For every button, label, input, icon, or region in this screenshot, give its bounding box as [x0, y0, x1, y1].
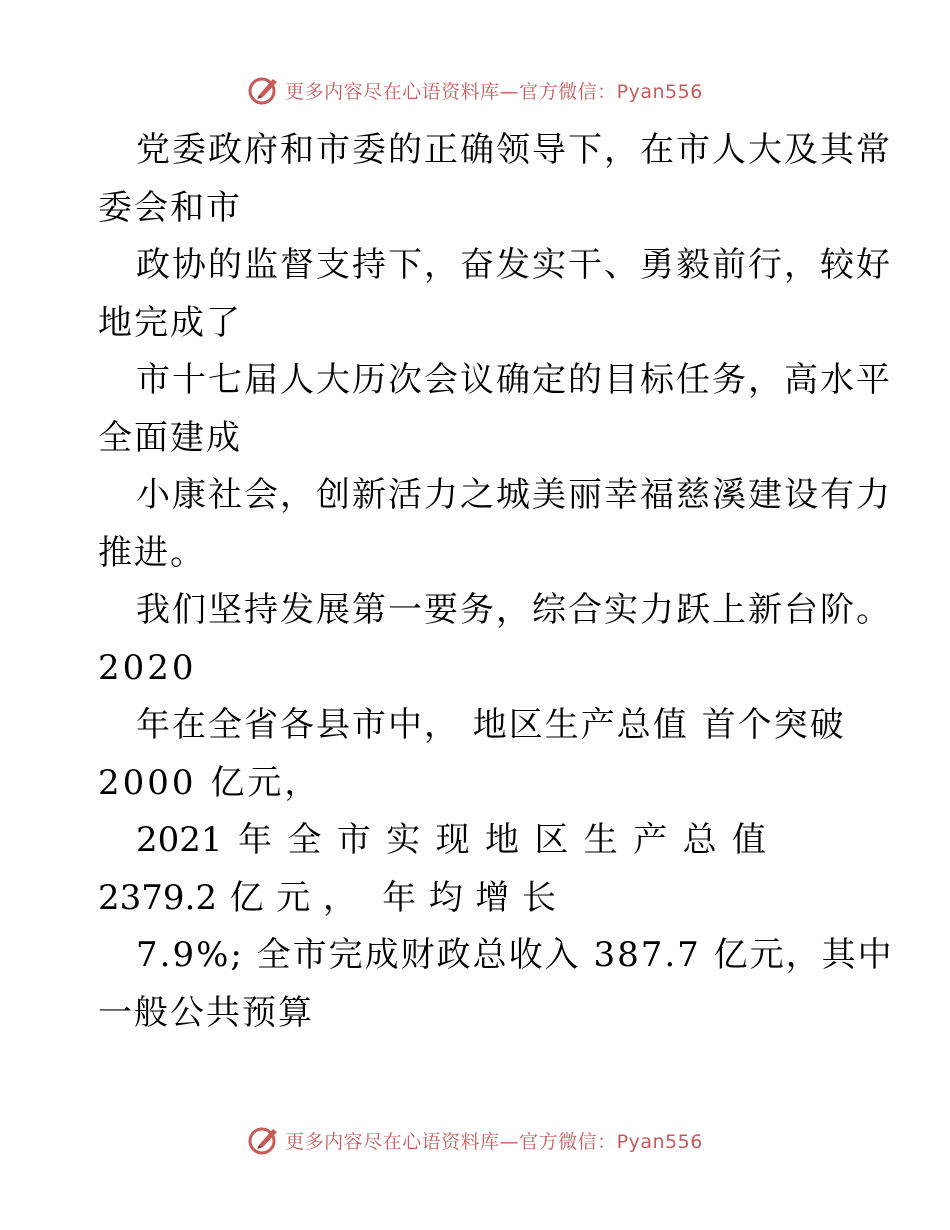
text-token: 元	[276, 877, 311, 918]
text-token: 值	[732, 820, 766, 860]
text-line: 政协的监督支持下，奋发实干、勇毅前行，较好	[136, 245, 892, 285]
text-line: 党委政府和市委的正确领导下，在市人大及其常	[136, 130, 892, 170]
text-token: 现	[435, 820, 470, 860]
text-line: 2000 亿元，	[98, 762, 322, 803]
text-token: 生	[583, 820, 618, 860]
text-line: 市十七届人大历次会议确定的目标任务，高水平	[136, 360, 892, 400]
text-line: 小康社会，创新活力之城美丽幸福慈溪建设有力	[136, 475, 892, 515]
text-token: 产	[633, 820, 668, 860]
text-token: ，	[322, 877, 357, 918]
text-token: 长	[521, 877, 556, 918]
text-line: 推进。	[98, 532, 206, 573]
footer-banner-text: 更多内容尽在心语资料库—官方微信：Pyan556	[285, 1130, 703, 1153]
text-token: 2379.2	[98, 877, 217, 918]
text-token: 区	[534, 820, 569, 860]
text-token: 增	[475, 877, 510, 918]
text-token: 年	[382, 877, 417, 918]
document-body	[98, 122, 894, 1042]
header-banner	[0, 70, 950, 110]
text-token: 地	[484, 820, 519, 860]
text-token: 亿	[229, 877, 264, 918]
text-line: 一般公共预算	[98, 992, 314, 1033]
footer-banner	[0, 1120, 950, 1160]
text-line-spread	[98, 870, 556, 928]
text-token: 总	[682, 820, 717, 860]
text-line: 我们坚持发展第一要务，综合实力跃上新台阶。	[136, 590, 892, 630]
header-banner-text: 更多内容尽在心语资料库—官方微信：Pyan556	[285, 80, 703, 103]
text-token: 全	[287, 820, 322, 860]
pen-nib-circle-icon	[247, 1123, 281, 1157]
text-line: 年在全省各县市中， 地区生产总值 首个突破	[136, 705, 846, 745]
text-line: 全面建成	[98, 417, 242, 458]
text-token: 实	[386, 820, 421, 860]
text-token: 年	[237, 820, 272, 860]
text-line: 2020	[98, 647, 197, 688]
text-token: 市	[336, 820, 371, 860]
pen-nib-circle-icon	[247, 73, 281, 107]
text-token: 均	[428, 877, 463, 918]
text-line: 委会和市	[98, 187, 242, 228]
text-token: 2021	[136, 820, 223, 860]
text-line: 7.9%; 全市完成财政总收入 387.7 亿元，其中	[136, 935, 894, 975]
text-line-spread	[98, 812, 766, 870]
text-line: 地完成了	[98, 302, 242, 343]
